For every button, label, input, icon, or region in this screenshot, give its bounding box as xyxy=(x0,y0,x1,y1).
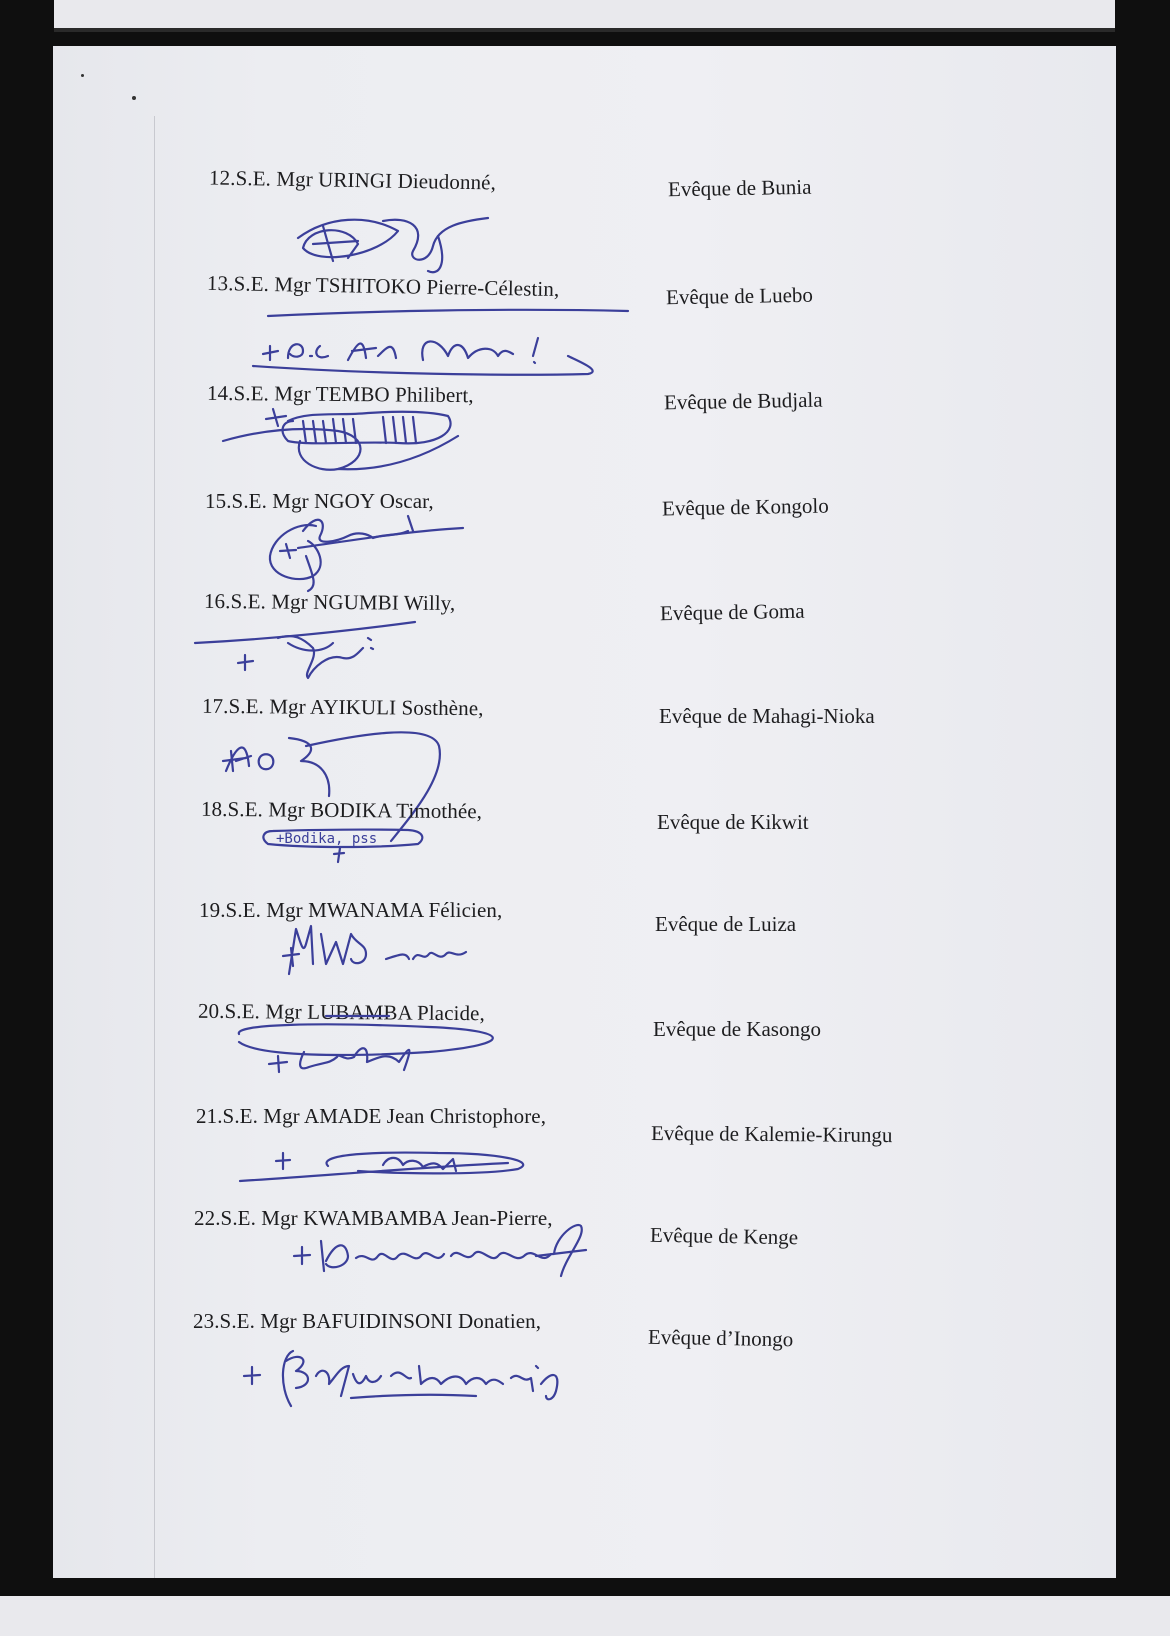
signature xyxy=(258,506,478,586)
signatory-name: 17.S.E. Mgr AYIKULI Sosthène, xyxy=(201,693,484,721)
signatory-title: Evêque de Luiza xyxy=(655,912,797,936)
signature xyxy=(241,1336,601,1416)
document-page xyxy=(53,46,1116,1578)
signatory-name: 16.S.E. Mgr NGUMBI Willy, xyxy=(203,588,456,616)
signatory-name: 13.S.E. Mgr TSHITOKO Pierre-Célestin, xyxy=(206,270,560,302)
signatory-name: 19.S.E. Mgr MWANAMA Félicien, xyxy=(199,898,503,922)
signature-text: +Bodika, pss xyxy=(276,831,378,847)
signature xyxy=(288,196,488,276)
signature xyxy=(238,1141,538,1201)
signatory-name: 21.S.E. Mgr AMADE Jean Christophore, xyxy=(196,1104,547,1128)
signatory-title: Evêque de Bunia xyxy=(667,174,812,202)
signatory-name: 23.S.E. Mgr BAFUIDINSONI Donatien, xyxy=(193,1309,542,1333)
signature xyxy=(193,618,433,688)
signatory-title: Evêque de Mahagi-Nioka xyxy=(659,704,875,728)
signature xyxy=(248,296,638,386)
signatory-name: 18.S.E. Mgr BODIKA Timothée, xyxy=(200,796,483,824)
margin-line xyxy=(154,116,155,1578)
signatory-title: Evêque de Goma xyxy=(659,598,805,626)
signatory-title: Evêque de Kikwit xyxy=(657,810,809,834)
signatory-title: Evêque de Kongolo xyxy=(661,493,829,521)
signatory-name: 12.S.E. Mgr URINGI Dieudonné, xyxy=(208,165,497,195)
signatory-title: Evêque de Budjala xyxy=(663,387,823,415)
signatory-name: 22.S.E. Mgr KWAMBAMBA Jean-Pierre, xyxy=(194,1206,553,1230)
signatory-name: 14.S.E. Mgr TEMBO Philibert, xyxy=(206,380,474,408)
next-page-edge xyxy=(0,1596,1170,1636)
signatory-title: Evêque d’Inongo xyxy=(647,1324,794,1352)
signatory-title: Evêque de Kasongo xyxy=(653,1017,821,1041)
signatory-title: Evêque de Kalemie-Kirungu xyxy=(650,1120,893,1148)
signature xyxy=(286,1216,596,1296)
signatory-name: 15.S.E. Mgr NGOY Oscar, xyxy=(205,489,434,513)
signatory-title: Evêque de Kenge xyxy=(649,1222,799,1250)
signatory-title: Evêque de Luebo xyxy=(665,282,814,310)
previous-page-edge xyxy=(54,0,1115,32)
signature xyxy=(229,1002,529,1087)
signature xyxy=(218,401,488,476)
signature xyxy=(258,826,428,876)
signatory-name: 20.S.E. Mgr LUBAMBA Placide, xyxy=(197,998,485,1026)
signature xyxy=(281,914,481,984)
